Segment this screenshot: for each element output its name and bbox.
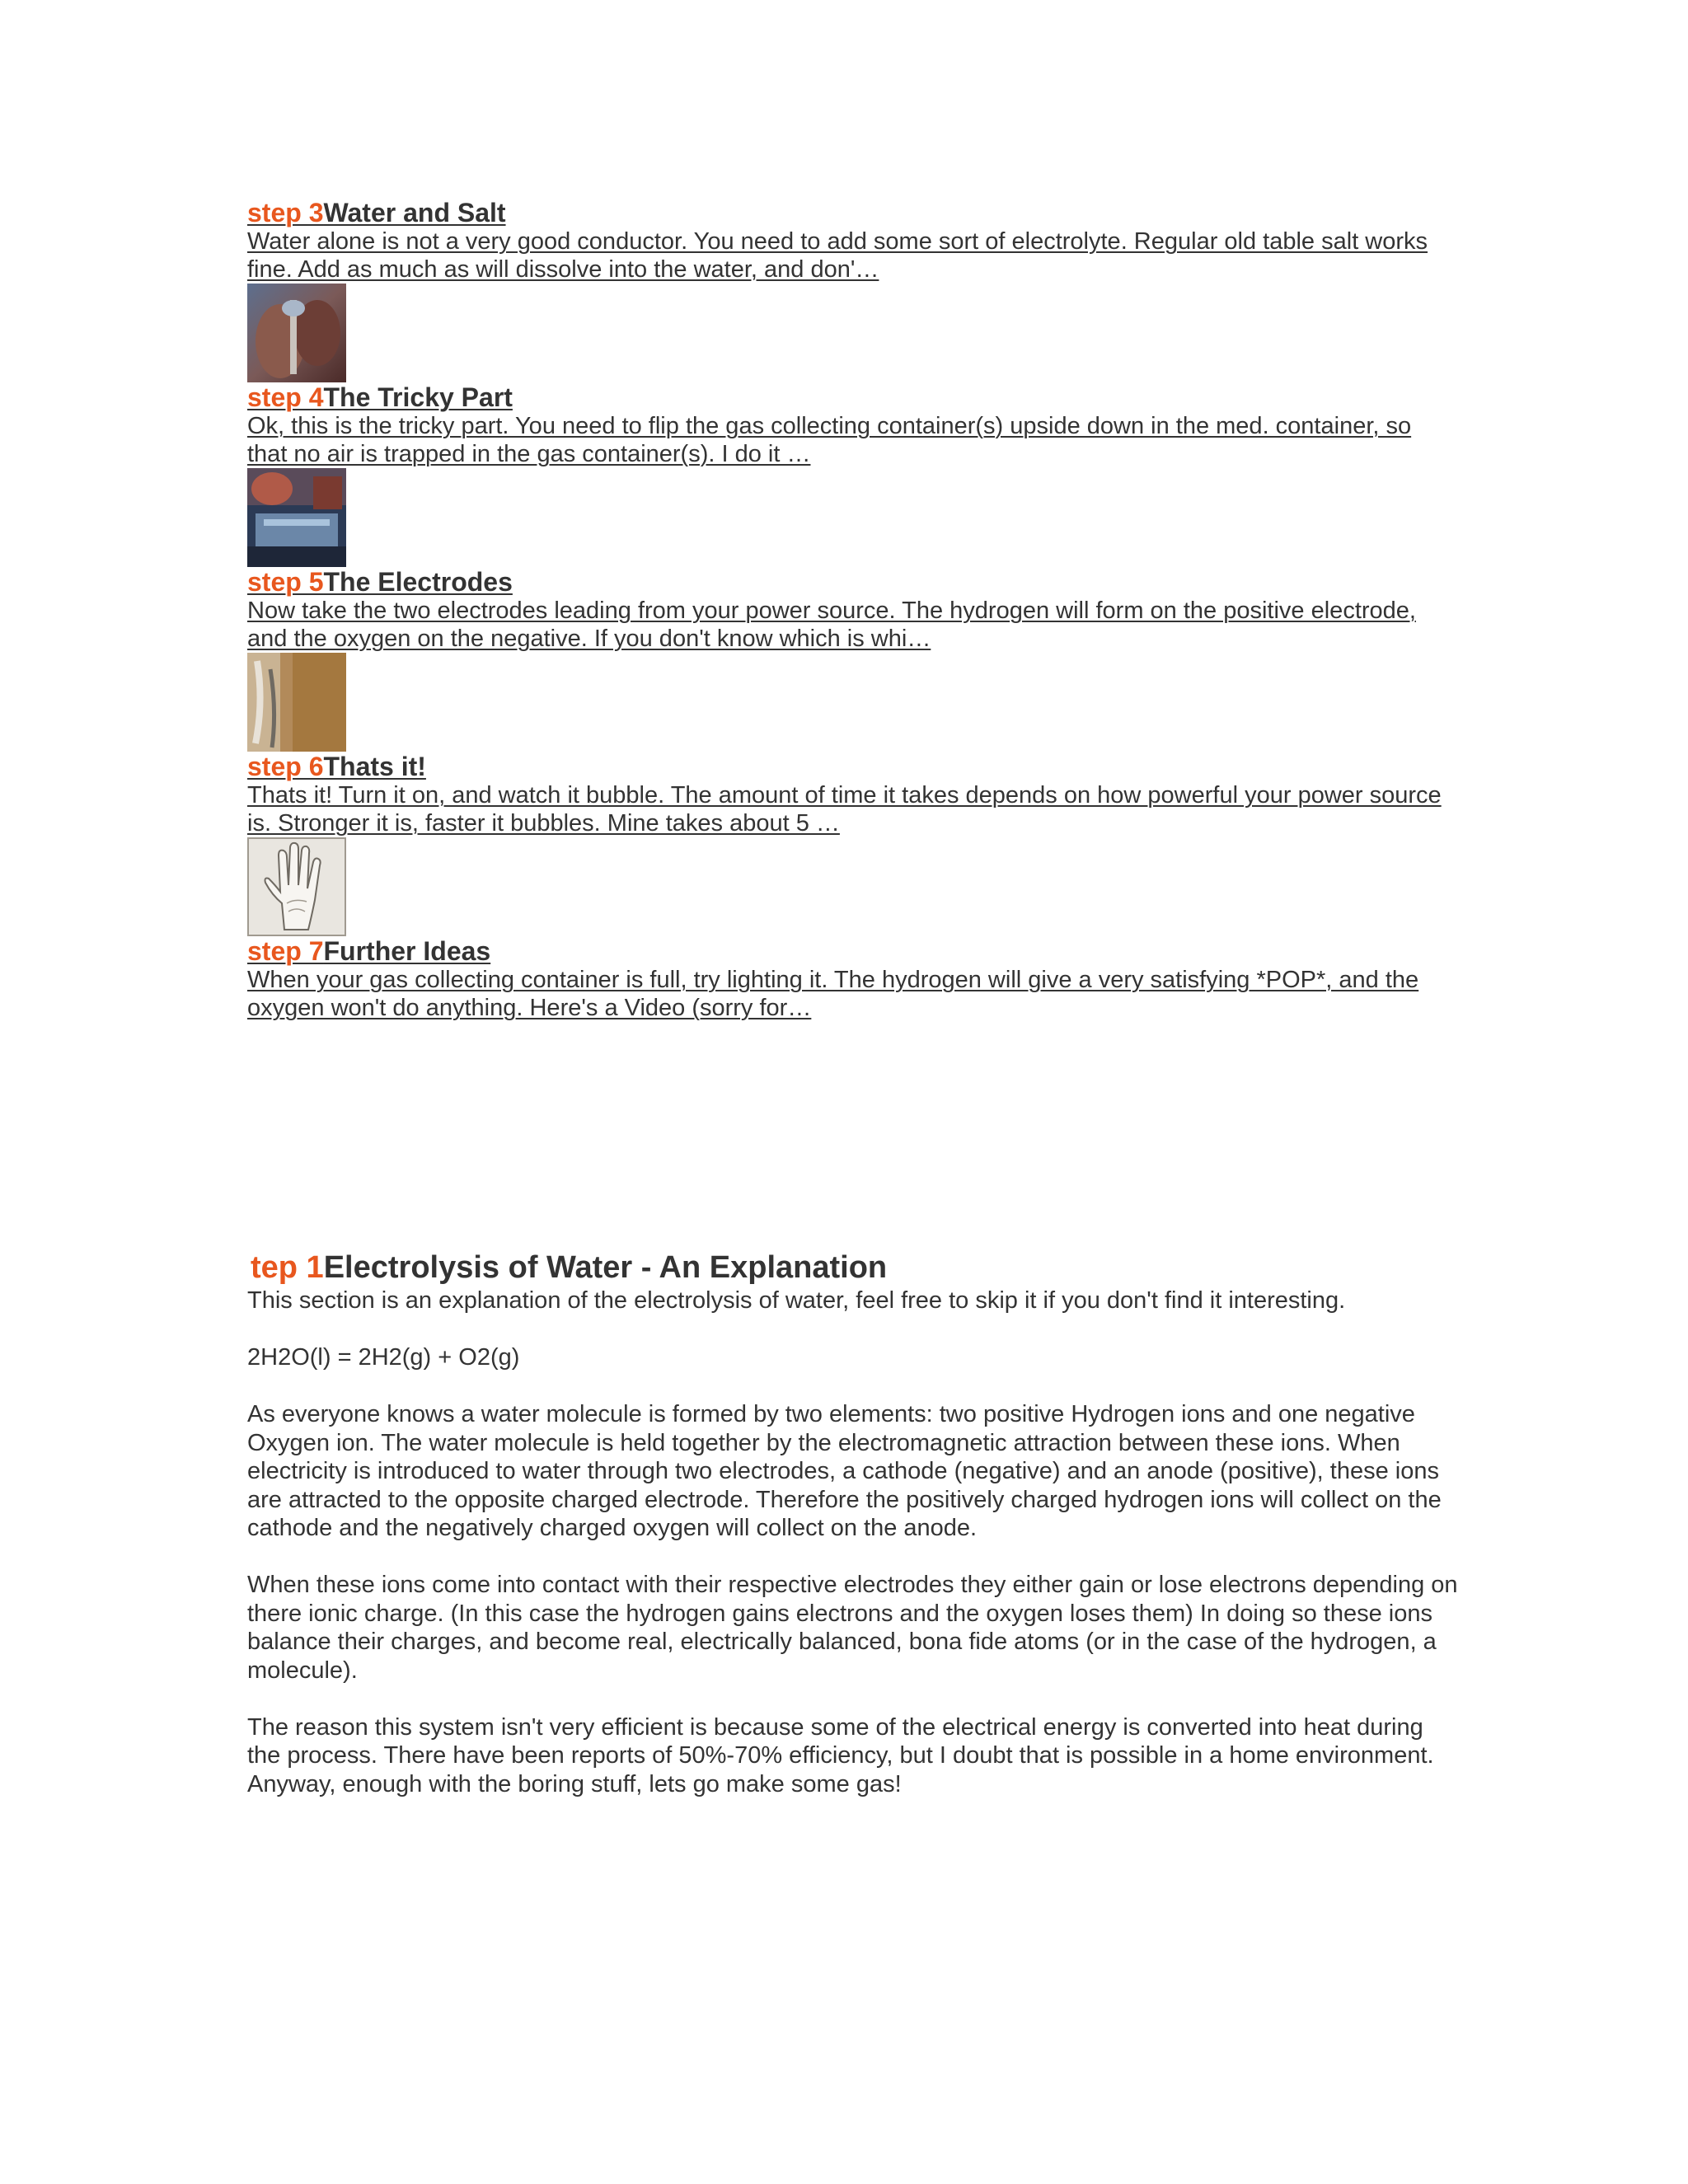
step-item-4[interactable] [247,382,1451,468]
step-link-6[interactable] [247,752,1451,781]
electrodes-photo-thumbnail[interactable] [247,653,346,752]
step-item-6[interactable] [247,752,1451,837]
step-description[interactable]: Ok, this is the tricky part. You need to flip the gas collecting container(s) upside down in the med. container, so that no air is trapped in the gas container(s). I do it … [247,413,1412,467]
step-item-3[interactable] [247,198,1451,284]
step-number: step 6 [247,752,324,781]
explanation-intro: This section is an explanation of the electrolysis of water, feel free to skip it if you don't find it interesting. [247,1287,1346,1314]
step-title: The Tricky Part [323,382,513,412]
step-list [247,198,1451,1022]
step-description[interactable]: Now take the two electrodes leading from your power source. The hydrogen will form on the positive electrode, and the oxygen on the negative. If you don't know which is whi… [247,598,1416,652]
step-link-5[interactable] [247,567,1451,597]
step-item-5[interactable] [247,567,1451,653]
step-link-3[interactable] [247,198,1451,227]
step-link-7[interactable] [247,936,1451,966]
step-title: Further Ideas [323,936,491,966]
step-number: step 5 [247,567,324,597]
step-description[interactable]: Thats it! Turn it on, and watch it bubble. The amount of time it takes depends on how powerful your power source is. Stronger it is, faster it bubbles. Mine takes about 5 … [247,782,1442,837]
explanation-paragraph: The reason this system isn't very efficient is because some of the electrical energy is converted into heat during the process. There have been reports of 50%-70% efficiency, but I doubt that is possible in a home environment. Anyway, enough with the boring stuff, lets go make some gas! [247,1713,1434,1797]
container-photo-thumbnail[interactable] [247,468,346,567]
explanation-section [247,1249,1459,1827]
step-number: step 7 [247,936,324,966]
step-description[interactable]: When your gas collecting container is full, try lighting it. The hydrogen will give a very satisfying *POP*, and the oxygen won't do anything. Here's a Video (sorry for… [247,967,1419,1021]
step-description[interactable]: Water alone is not a very good conductor. You need to add some sort of electrolyte. Regular old table salt works fine. Add as much as will dissolve into the water, and don'… [247,228,1428,283]
salt-photo-thumbnail[interactable] [247,284,346,382]
chemical-equation: 2H2O(l) = 2H2(g) + O2(g) [247,1344,520,1371]
step-title: The Electrodes [323,567,513,597]
explanation-heading [247,1249,1459,1286]
explanation-paragraph: As everyone knows a water molecule is formed by two elements: two positive Hydrogen ions and one negative Oxygen ion. The water molecule is held together by the electromagnetic attraction between these ions. When electricity is introduced to water through two electrodes, a cathode (negative) and an anode (positive), these ions are attracted to the opposite charged electrode. Therefore the positively charged hydrogen ions will collect on the cathode and the negatively charged oxygen will collect on the anode. [247,1401,1442,1541]
step-number: tep 1 [251,1250,324,1285]
step-number: step 4 [247,382,324,412]
step-link-4[interactable] [247,382,1451,412]
explanation-title: Electrolysis of Water - An Explanation [323,1250,888,1285]
hand-drawing-thumbnail[interactable] [247,837,346,936]
step-number: step 3 [247,198,324,227]
explanation-paragraph: When these ions come into contact with their respective electrodes they either gain or lose electrons depending on there ionic charge. (In this case the hydrogen gains electrons and the oxygen loses them) In doing so these ions balance their charges, and become real, electrically balanced, bona fide atoms (or in the case of the hydrogen, a molecule). [247,1572,1458,1684]
step-title: Thats it! [323,752,426,781]
step-title: Water and Salt [323,198,506,227]
step-item-7[interactable] [247,936,1451,1022]
